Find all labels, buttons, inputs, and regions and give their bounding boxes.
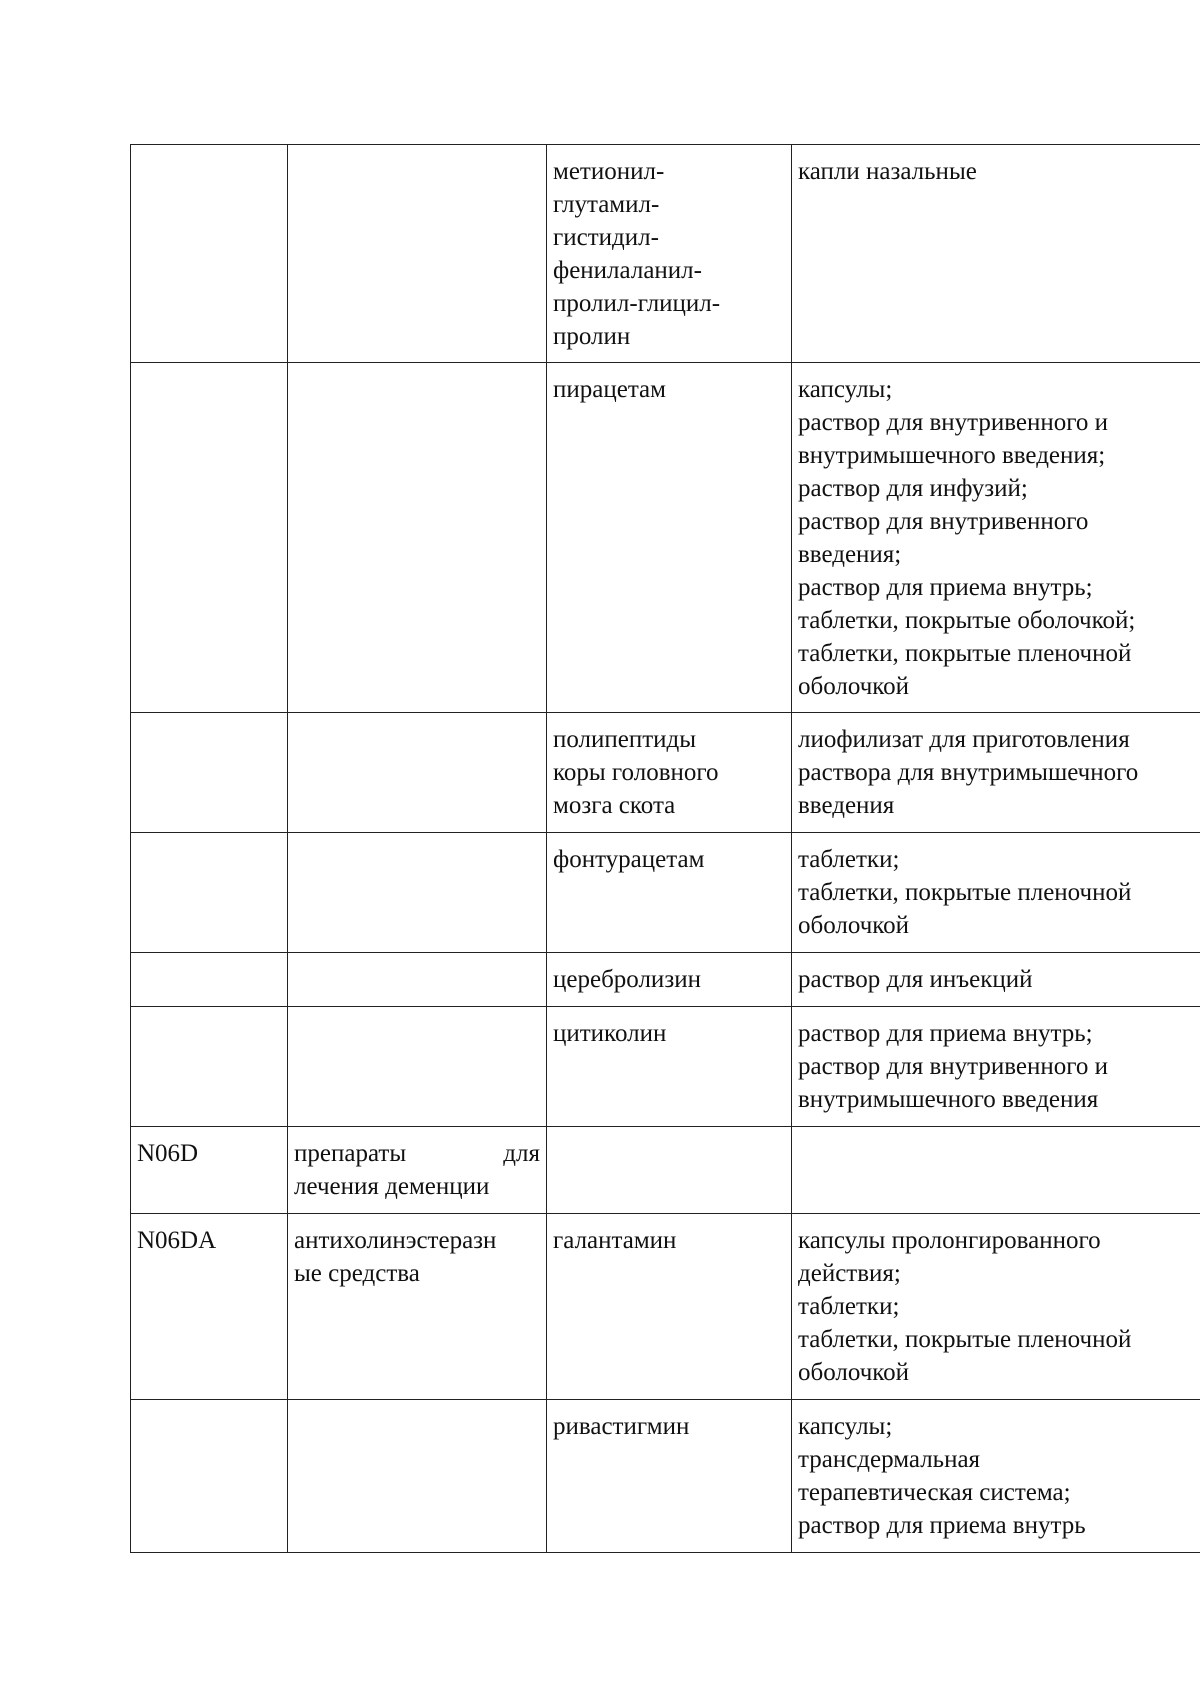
dosage-form-cell: капсулы; раствор для внутривенного и внутримышечного введения; раствор для инфузий; раствор для внутривенного введения; раствор для приема внутрь; таблетки, покрытые оболочкой; таблетки, покрытые пленочной оболочкой <box>792 363 1200 713</box>
table-row <box>131 1127 1200 1214</box>
anatomical-group-cell: антихолинэстеразн ые средства <box>288 1214 547 1400</box>
atc-code-cell <box>131 363 288 713</box>
atc-code-cell <box>131 145 288 363</box>
table-row <box>131 1400 1200 1553</box>
anatomical-group-cell <box>288 953 547 1007</box>
drug-name-cell <box>547 1127 792 1214</box>
dosage-form-cell: лиофилизат для приготовления раствора для внутримышечного введения <box>792 713 1200 833</box>
drug-name-cell: полипептиды коры головного мозга скота <box>547 713 792 833</box>
drug-table <box>130 144 1200 1553</box>
dosage-form-cell: раствор для приема внутрь; раствор для внутривенного и внутримышечного введения <box>792 1007 1200 1127</box>
dosage-form-cell <box>792 1127 1200 1214</box>
anatomical-group-cell <box>288 145 547 363</box>
table-row <box>131 953 1200 1007</box>
atc-code-cell: N06D <box>131 1127 288 1214</box>
drug-name-cell: цитиколин <box>547 1007 792 1127</box>
atc-code-cell <box>131 713 288 833</box>
anatomical-group-cell <box>288 363 547 713</box>
dosage-form-cell: таблетки; таблетки, покрытые пленочной оболочкой <box>792 833 1200 953</box>
atc-code-cell <box>131 833 288 953</box>
anatomical-group-cell <box>288 1127 547 1214</box>
table-row <box>131 1007 1200 1127</box>
dosage-form-cell: капли назальные <box>792 145 1200 363</box>
table-row <box>131 145 1200 363</box>
drug-name-cell: пирацетам <box>547 363 792 713</box>
anatomical-group-cell <box>288 833 547 953</box>
atc-code-cell <box>131 1400 288 1553</box>
drug-name-cell: ривастигмин <box>547 1400 792 1553</box>
atc-code-cell: N06DA <box>131 1214 288 1400</box>
anatomical-group-cell <box>288 1400 547 1553</box>
group-line: лечения деменции <box>294 1173 490 1200</box>
drug-name-cell: галантамин <box>547 1214 792 1400</box>
table-body <box>131 145 1200 1553</box>
table-row <box>131 1214 1200 1400</box>
table-row <box>131 833 1200 953</box>
drug-name-cell: церебролизин <box>547 953 792 1007</box>
anatomical-group-cell <box>288 1007 547 1127</box>
anatomical-group-cell <box>288 713 547 833</box>
table-row <box>131 363 1200 713</box>
drug-name-cell: метионил- глутамил- гистидил- фенилаланил- пролил-глицил- пролин <box>547 145 792 363</box>
atc-code-cell <box>131 953 288 1007</box>
table-row <box>131 713 1200 833</box>
atc-code-cell <box>131 1007 288 1127</box>
drug-name-cell: фонтурацетам <box>547 833 792 953</box>
dosage-form-cell: раствор для инъекций <box>792 953 1200 1007</box>
dosage-form-cell: капсулы; трансдермальная терапевтическая система; раствор для приема внутрь <box>792 1400 1200 1553</box>
group-line: препараты для <box>294 1140 540 1167</box>
dosage-form-cell: капсулы пролонгированного действия; таблетки; таблетки, покрытые пленочной оболочкой <box>792 1214 1200 1400</box>
